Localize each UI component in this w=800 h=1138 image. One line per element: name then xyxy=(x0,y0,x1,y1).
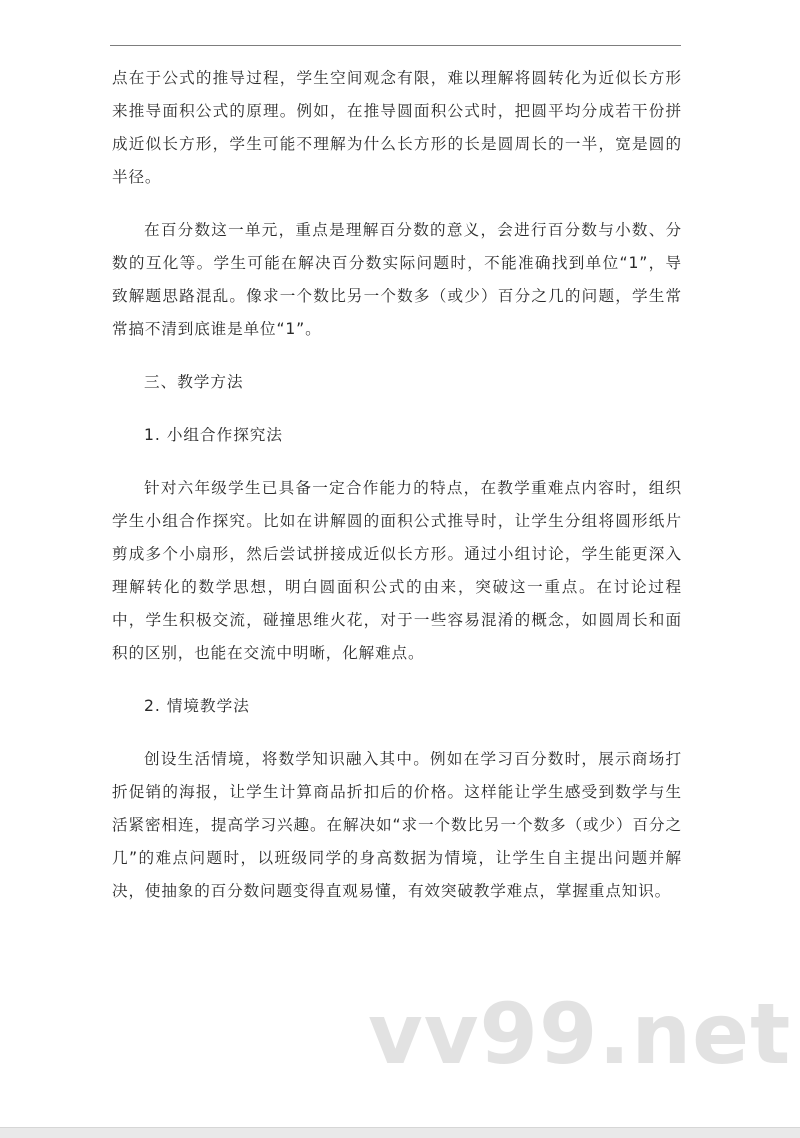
subheading-group-cooperation: 1. 小组合作探究法 xyxy=(144,426,283,444)
subheading-situational-teaching: 2. 情境教学法 xyxy=(144,697,250,715)
section-heading-teaching-methods: 三、教学方法 xyxy=(144,373,244,391)
paragraph-group-cooperation: 针对六年级学生已具备一定合作能力的特点，在教学重难点内容时，组织学生小组合作探究。比如在讲解圆的面积公式推导时，让学生分组将圆形纸片剪成多个小扇形，然后尝试拼接成近似长方形。通过小组讨论，学生能更深入理解转化的数学思想，明白圆面积公式的由来，突破这一重点。在讨论过程中，学生积极交流，碰撞思维火花，对于一些容易混淆的概念，如圆周长和面积的区别，也能在交流中明晰，化解难点。 xyxy=(112,479,682,662)
document-body xyxy=(112,62,682,908)
paragraph-continuation: 点在于公式的推导过程，学生空间观念有限，难以理解将圆转化为近似长方形来推导面积公式的原理。例如，在推导圆面积公式时，把圆平均分成若干份拼成近似长方形，学生可能不理解为什么长方形的长是圆周长的一半，宽是圆的半径。 xyxy=(112,69,682,186)
paragraph-percentages: 在百分数这一单元，重点是理解百分数的意义，会进行百分数与小数、分数的互化等。学生可能在解决百分数实际问题时，不能准确找到单位“1”，导致解题思路混乱。像求一个数比另一个数多（或少）百分之几的问题，学生常常搞不清到底谁是单位“1”。 xyxy=(112,221,682,338)
bottom-scroll-bar xyxy=(0,1127,800,1138)
paragraph-situational-teaching: 创设生活情境，将数学知识融入其中。例如在学习百分数时，展示商场打折促销的海报，让学生计算商品折扣后的价格。这样能让学生感受到数学与生活紧密相连，提高学习兴趣。在解决如“求一个数比另一个数多（或少）百分之几”的难点问题时，以班级同学的身高数据为情境，让学生自主提出问题并解决，使抽象的百分数问题变得直观易懂，有效突破教学难点，掌握重点知识。 xyxy=(112,750,682,900)
watermark: vv99.net xyxy=(368,985,792,1083)
header-rule xyxy=(110,45,681,46)
